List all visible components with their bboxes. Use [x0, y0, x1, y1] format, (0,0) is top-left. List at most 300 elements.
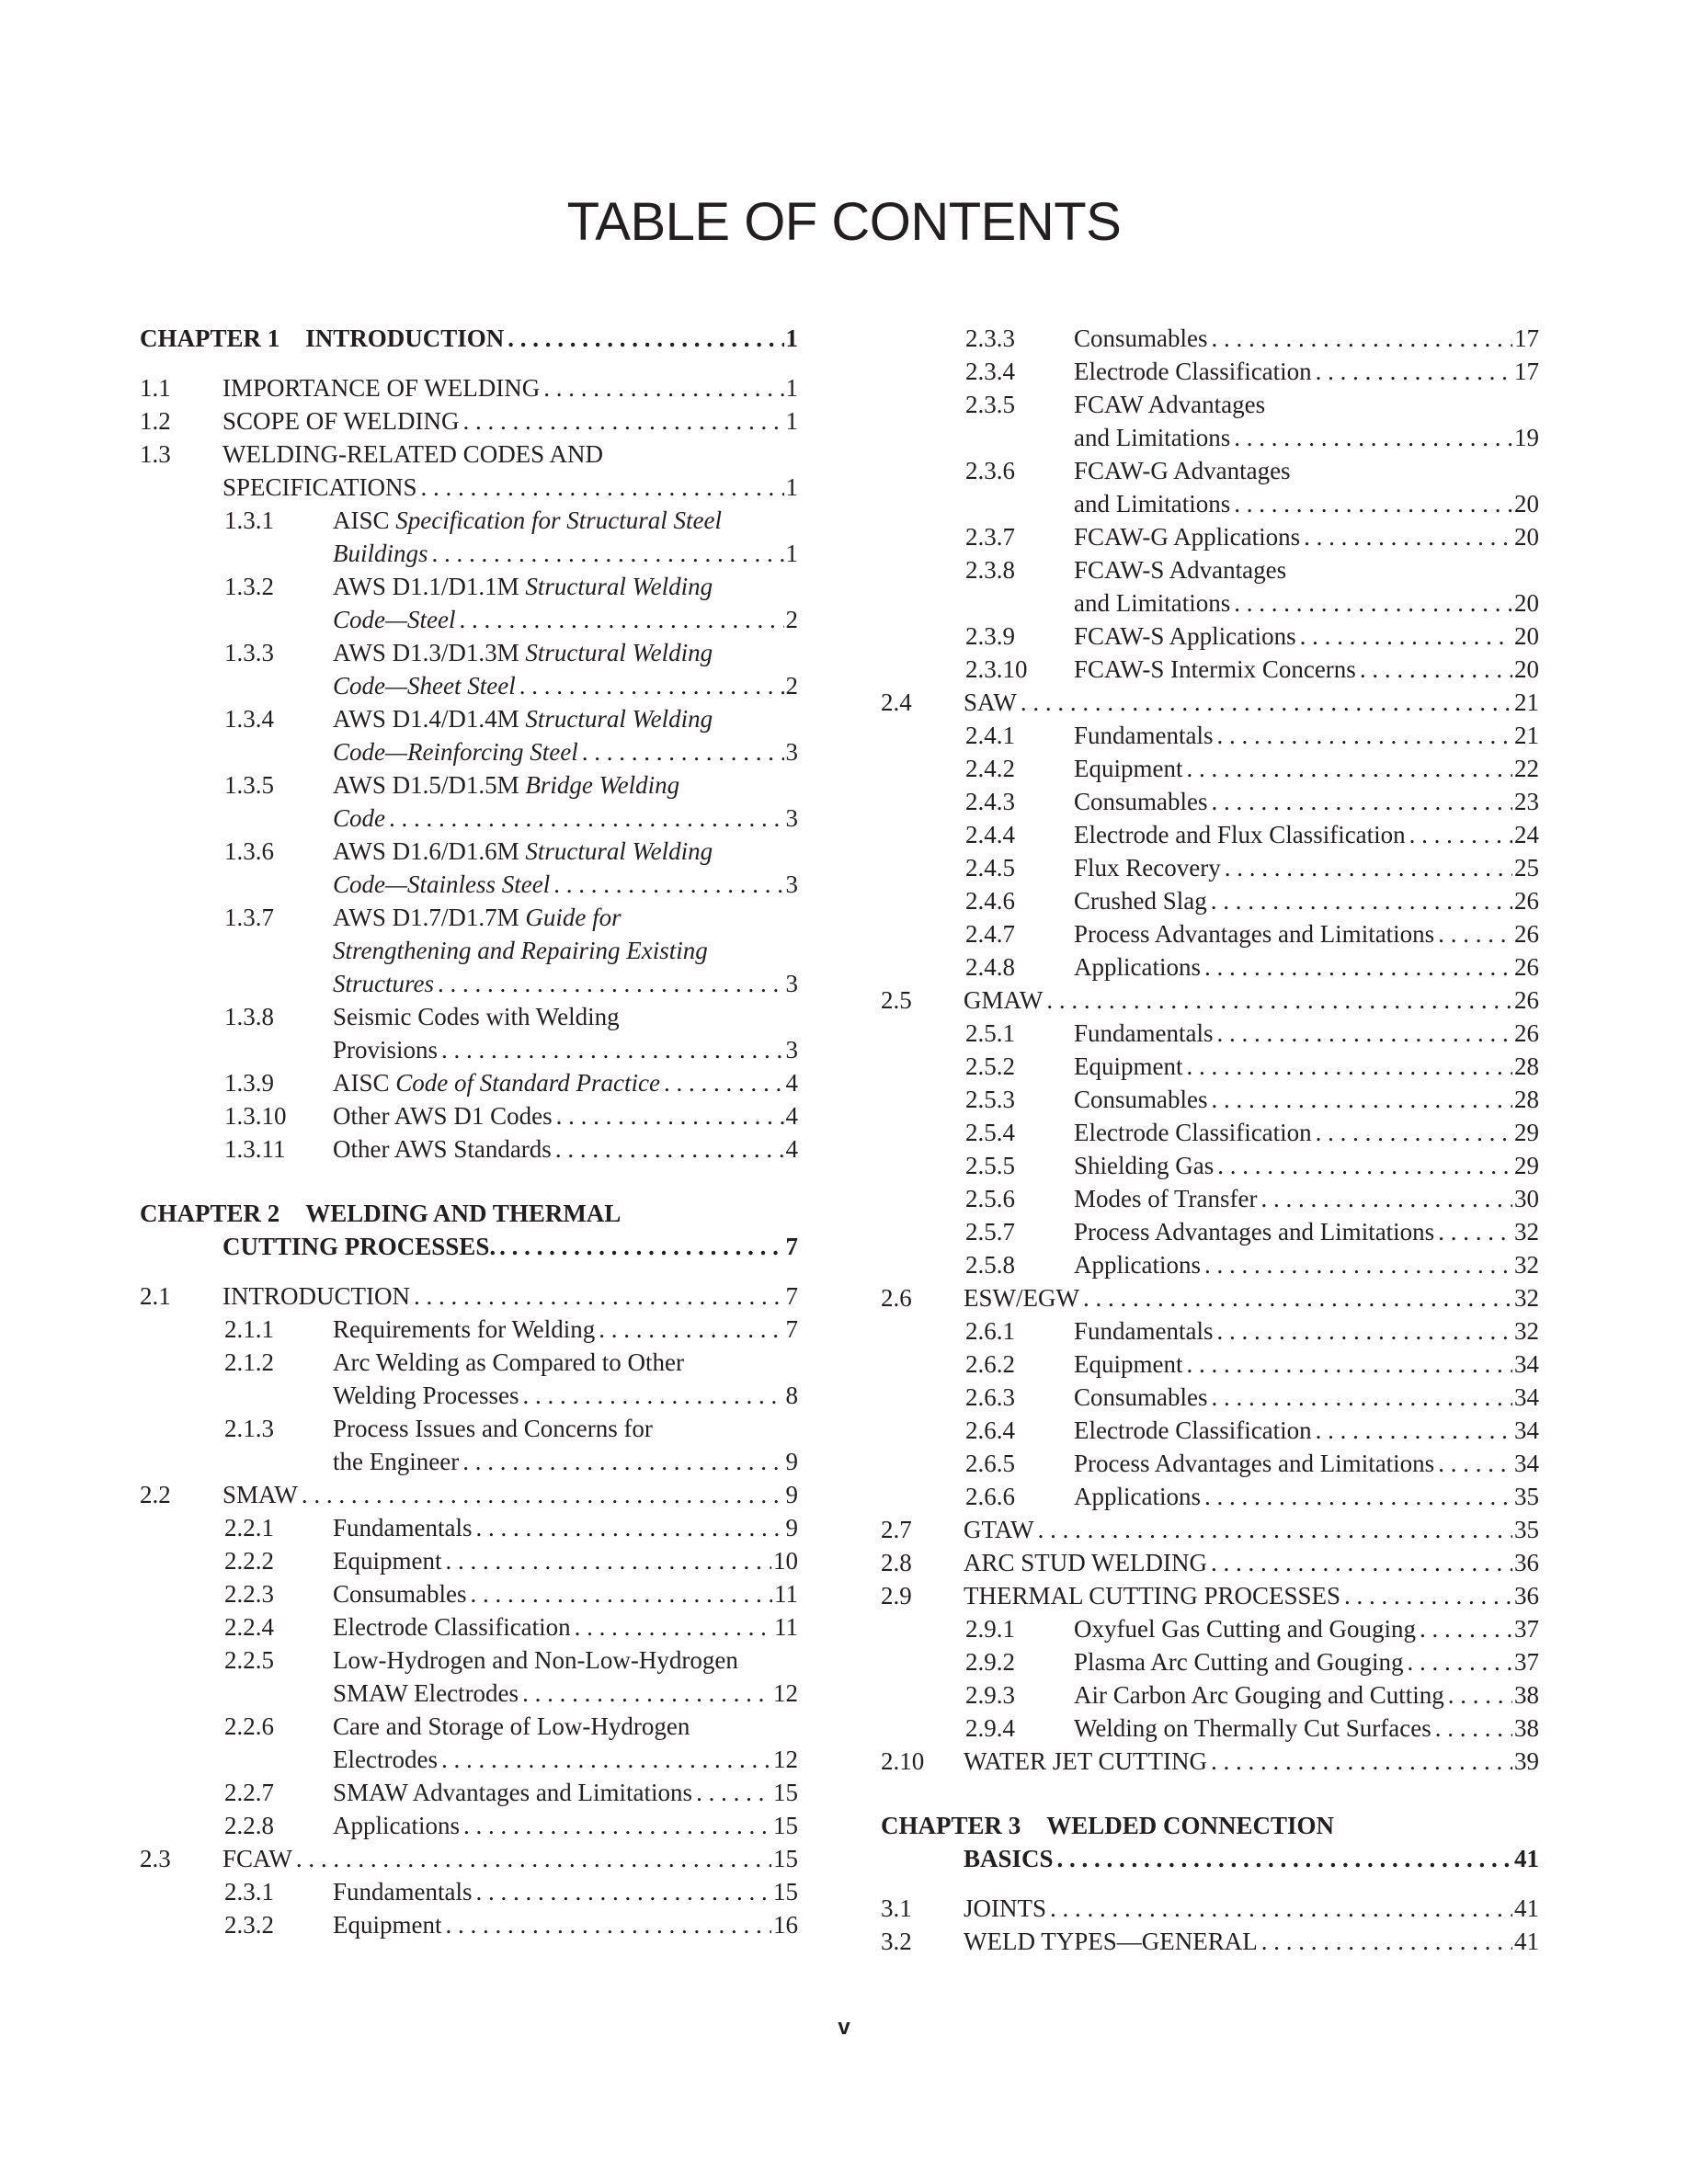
entry-content — [333, 504, 798, 537]
toc-entry[interactable] — [881, 1149, 1539, 1182]
entry-title — [964, 1579, 1340, 1612]
entry-text: FCAW-S Applications — [1074, 622, 1296, 650]
entry-text: Low-Hydrogen and Non-Low-Hydrogen — [333, 1646, 738, 1674]
page-ref: 7 — [785, 1233, 798, 1260]
entry-content — [964, 984, 1539, 1017]
toc-entry[interactable] — [881, 1892, 1539, 1925]
page-ref: 7 — [785, 1315, 798, 1343]
dot-leader — [1186, 1348, 1512, 1381]
entry-text: Equipment — [333, 1911, 442, 1939]
entry-content — [333, 1610, 798, 1644]
entry-content — [1074, 851, 1539, 884]
page-number: v — [838, 2015, 850, 2040]
page-ref: 3 — [785, 804, 798, 832]
toc-entry[interactable] — [881, 752, 1539, 785]
entry-title — [333, 1809, 460, 1842]
entry-content — [1074, 950, 1539, 984]
entry-number: 1.3.10 — [224, 1102, 287, 1130]
entry-italic-text: Structural Welding — [525, 639, 713, 666]
toc-entry[interactable] — [140, 702, 798, 735]
entry-text: Welding on Thermally Cut Surfaces — [1074, 1714, 1431, 1742]
toc-entry[interactable] — [881, 917, 1539, 950]
entry-text: AISC — [333, 1069, 396, 1097]
toc-entry[interactable] — [881, 1215, 1539, 1248]
toc-entry[interactable] — [140, 537, 798, 570]
entry-number: 2.4.4 — [965, 821, 1015, 848]
toc-entry[interactable] — [140, 1644, 798, 1677]
toc-entry[interactable] — [140, 934, 798, 967]
entry-text: Process Advantages and Limitations — [1074, 1218, 1435, 1246]
dot-leader — [1216, 719, 1512, 752]
entry-title — [1074, 884, 1207, 917]
toc-entry[interactable] — [140, 404, 798, 438]
dot-leader — [1420, 1612, 1512, 1645]
entry-content — [1074, 752, 1539, 785]
entry-number: 3.1 — [881, 1894, 912, 1922]
toc-entry[interactable] — [881, 1017, 1539, 1050]
entry-number: 2.6.3 — [965, 1383, 1015, 1411]
entry-title — [1074, 355, 1312, 388]
entry-number: 1.3 — [140, 440, 171, 468]
entry-number: 2.5.5 — [965, 1152, 1015, 1179]
toc-entry[interactable] — [881, 1645, 1539, 1678]
entry-title — [333, 1132, 552, 1166]
toc-entry[interactable] — [881, 1414, 1539, 1447]
entry-content — [1074, 719, 1539, 752]
entry-title — [333, 669, 516, 702]
chapter-heading[interactable] — [140, 1230, 798, 1263]
entry-italic-text: Bridge Welding — [525, 771, 680, 799]
dot-leader — [1234, 421, 1512, 454]
entry-content — [1074, 785, 1539, 818]
entry-italic-text: Strengthening and Repairing Existing — [333, 937, 708, 964]
toc-entry[interactable] — [881, 553, 1539, 586]
toc-entry[interactable] — [140, 768, 798, 802]
toc-entry[interactable] — [881, 818, 1539, 851]
page-ref: 1 — [785, 540, 798, 567]
page-ref: 15 — [773, 1812, 798, 1839]
entry-text: FCAW — [222, 1845, 292, 1872]
entry-text: Electrode Classification — [1074, 1119, 1312, 1146]
toc-entry[interactable] — [140, 1132, 798, 1166]
entry-title — [333, 768, 679, 802]
toc-entry[interactable] — [881, 1314, 1539, 1348]
dot-leader — [1316, 355, 1512, 388]
entry-title — [333, 901, 622, 934]
toc-entry[interactable] — [881, 388, 1539, 421]
page-ref: 35 — [1514, 1516, 1539, 1543]
entry-text: ARC STUD WELDING — [964, 1549, 1207, 1576]
entry-title — [964, 1513, 1034, 1546]
entry-content — [140, 322, 798, 355]
entry-number: 2.2.4 — [224, 1613, 274, 1641]
toc-entry[interactable] — [881, 1546, 1539, 1579]
page-ref: 17 — [1514, 358, 1539, 385]
dot-leader — [1217, 1149, 1512, 1182]
entry-content — [1074, 1050, 1539, 1083]
entry-title — [305, 1197, 621, 1230]
page-ref: 38 — [1514, 1714, 1539, 1742]
toc-entry[interactable] — [881, 1745, 1539, 1778]
entry-content — [1074, 1017, 1539, 1050]
toc-entry[interactable] — [881, 686, 1539, 719]
chapter-heading[interactable] — [140, 1197, 798, 1230]
toc-entry[interactable] — [140, 901, 798, 934]
page-ref: 28 — [1514, 1052, 1539, 1080]
entry-number: 1.3.6 — [224, 837, 274, 865]
dot-leader — [1438, 1215, 1512, 1248]
entry-content — [1074, 421, 1539, 454]
entry-text: Applications — [1074, 1483, 1201, 1510]
toc-entry[interactable] — [140, 471, 798, 504]
toc-entry[interactable] — [881, 520, 1539, 553]
entry-content — [140, 1197, 798, 1230]
entry-title — [333, 1033, 438, 1066]
page-ref: 34 — [1514, 1450, 1539, 1477]
dot-leader — [1360, 653, 1512, 686]
entry-title — [964, 1925, 1258, 1958]
entry-text: Shielding Gas — [1074, 1152, 1215, 1179]
toc-entry[interactable] — [881, 1083, 1539, 1116]
toc-entry[interactable] — [140, 1379, 798, 1412]
toc-entry[interactable] — [881, 1348, 1539, 1381]
page-ref: 10 — [773, 1547, 798, 1575]
entry-content — [333, 702, 798, 735]
toc-entry[interactable] — [140, 1412, 798, 1445]
toc-entry[interactable] — [140, 1809, 798, 1842]
entry-title — [333, 1346, 684, 1379]
entry-text: Consumables — [333, 1580, 467, 1608]
toc-entry[interactable] — [140, 1000, 798, 1033]
toc-entry[interactable] — [881, 1712, 1539, 1745]
toc-entry[interactable] — [140, 735, 798, 768]
entry-italic-text: Code — [333, 804, 385, 832]
page-ref: 35 — [1514, 1483, 1539, 1510]
entry-text: Applications — [1074, 1251, 1201, 1279]
toc-entry[interactable] — [881, 719, 1539, 752]
entry-number: 1.3.8 — [224, 1003, 274, 1030]
dot-leader — [462, 1445, 783, 1478]
toc-entry[interactable] — [881, 884, 1539, 917]
entry-title — [222, 1280, 410, 1313]
dot-leader — [1435, 1712, 1512, 1745]
entry-number: 2.9.2 — [965, 1648, 1015, 1676]
toc-entry[interactable] — [140, 1313, 798, 1346]
entry-title — [305, 322, 504, 355]
toc-entry[interactable] — [140, 1776, 798, 1809]
toc-entry[interactable] — [881, 1925, 1539, 1958]
entry-content — [333, 1544, 798, 1577]
entry-number: 2.1.2 — [224, 1348, 274, 1376]
toc-entry[interactable] — [140, 967, 798, 1000]
page-ref: 1 — [785, 374, 798, 402]
entry-title — [1074, 553, 1286, 586]
toc-entry[interactable] — [881, 1248, 1539, 1281]
chapter-label: CHAPTER 1 — [140, 324, 280, 352]
entry-title — [1074, 950, 1201, 984]
entry-content — [1074, 1612, 1539, 1645]
dot-leader — [441, 1033, 783, 1066]
entry-title — [1074, 917, 1434, 950]
entry-text: FCAW-S Intermix Concerns — [1074, 655, 1356, 683]
page-ref: 24 — [1514, 821, 1539, 848]
toc-entry[interactable] — [140, 1677, 798, 1710]
toc-entry[interactable] — [881, 355, 1539, 388]
toc-entry[interactable] — [881, 620, 1539, 653]
toc-entry[interactable] — [140, 669, 798, 702]
toc-entry[interactable] — [140, 1743, 798, 1776]
dot-leader — [1344, 1579, 1512, 1612]
entry-text: THERMAL CUTTING PROCESSES — [964, 1582, 1341, 1610]
entry-content — [333, 1346, 798, 1379]
entry-text: and Limitations — [1074, 589, 1231, 617]
dot-leader — [1225, 851, 1512, 884]
page-ref: 3 — [785, 1036, 798, 1064]
page-ref: 34 — [1514, 1383, 1539, 1411]
page-ref: 4 — [785, 1069, 798, 1097]
entry-content — [1074, 1149, 1539, 1182]
toc-entry[interactable] — [140, 1066, 798, 1099]
dot-leader — [302, 1478, 784, 1511]
dot-leader — [508, 322, 783, 355]
spacer — [140, 355, 798, 371]
dot-leader — [1038, 1513, 1512, 1546]
entry-text: Applications — [1074, 953, 1201, 981]
entry-content — [1074, 1314, 1539, 1348]
toc-entry[interactable] — [881, 1381, 1539, 1414]
page-ref: 15 — [773, 1845, 798, 1872]
page-ref: 32 — [1514, 1218, 1539, 1246]
toc-entry[interactable] — [881, 1281, 1539, 1314]
page-ref: 39 — [1514, 1747, 1539, 1775]
page-ref: 20 — [1514, 622, 1539, 650]
toc-entry[interactable] — [881, 1182, 1539, 1215]
entry-text: Requirements for Welding — [333, 1315, 596, 1343]
dot-leader — [1057, 1842, 1512, 1875]
entry-number: 1.3.7 — [224, 904, 274, 931]
page-ref: 9 — [785, 1448, 798, 1475]
dot-leader — [1186, 1050, 1512, 1083]
page-ref: 9 — [785, 1481, 798, 1508]
dot-leader — [1212, 322, 1513, 355]
toc-entry[interactable] — [140, 504, 798, 537]
entry-number: 3.2 — [881, 1928, 912, 1955]
toc-entry[interactable] — [881, 785, 1539, 818]
entry-text: AWS D1.1/D1.1M — [333, 573, 526, 600]
entry-number: 2.3.4 — [965, 358, 1015, 385]
toc-entry[interactable] — [140, 603, 798, 636]
dot-leader — [1211, 1546, 1512, 1579]
entry-content — [333, 1379, 798, 1412]
entry-number: 1.3.3 — [224, 639, 274, 666]
entry-number: 2.2.6 — [224, 1712, 274, 1740]
entry-number: 2.1 — [140, 1282, 171, 1310]
toc-entry[interactable] — [140, 802, 798, 835]
page-ref: 22 — [1514, 755, 1539, 782]
dot-leader — [696, 1776, 771, 1809]
toc-entry[interactable] — [881, 454, 1539, 487]
toc-entry[interactable] — [140, 1842, 798, 1875]
toc-entry[interactable] — [140, 1445, 798, 1478]
page-ref: 16 — [773, 1911, 798, 1939]
dot-leader — [1212, 1381, 1513, 1414]
toc-entry[interactable] — [881, 1513, 1539, 1546]
dot-leader — [389, 802, 784, 835]
dot-leader — [599, 1313, 783, 1346]
entry-text: SAW — [964, 688, 1017, 716]
dot-leader — [1316, 1414, 1512, 1447]
entry-text: the Engineer — [333, 1448, 460, 1475]
entry-content — [1074, 454, 1539, 487]
toc-entry[interactable] — [140, 1280, 798, 1313]
toc-entry[interactable] — [140, 371, 798, 404]
entry-title — [333, 1710, 690, 1743]
dot-leader — [664, 1066, 784, 1099]
entry-text: WELDING-RELATED CODES AND — [222, 440, 603, 468]
dot-leader — [1407, 1645, 1512, 1678]
entry-text: Fundamentals — [1074, 1317, 1214, 1345]
toc-entry[interactable] — [881, 950, 1539, 984]
entry-italic-text: Structural Welding — [525, 837, 713, 865]
page-ref: 26 — [1514, 920, 1539, 948]
entry-content — [1074, 884, 1539, 917]
page-title: TABLE OF CONTENTS — [566, 192, 1122, 252]
entry-title — [222, 1230, 496, 1263]
toc-entry[interactable] — [881, 1447, 1539, 1480]
entry-content — [1074, 553, 1539, 586]
dot-leader — [1050, 1892, 1512, 1925]
toc-entry[interactable] — [140, 438, 798, 471]
entry-number: 2.8 — [881, 1549, 912, 1576]
toc-entry[interactable] — [881, 1050, 1539, 1083]
toc-entry[interactable] — [881, 586, 1539, 620]
entry-number: 2.6 — [881, 1284, 912, 1312]
page-ref: 19 — [1514, 424, 1539, 451]
dot-leader — [296, 1842, 771, 1875]
toc-entry[interactable] — [881, 851, 1539, 884]
entry-title — [333, 868, 550, 901]
entry-text: AISC — [333, 506, 396, 534]
toc-entry[interactable] — [881, 1116, 1539, 1149]
entry-content — [1074, 1480, 1539, 1513]
entry-title — [333, 1908, 441, 1941]
entry-content — [333, 1511, 798, 1544]
entry-text: AWS D1.4/D1.4M — [333, 705, 526, 733]
entry-number: 1.3.5 — [224, 771, 274, 799]
entry-title — [1074, 1414, 1312, 1447]
toc-entry[interactable] — [881, 653, 1539, 686]
entry-number: 1.2 — [140, 407, 171, 435]
toc-entry[interactable] — [140, 1577, 798, 1610]
entry-title — [333, 1379, 519, 1412]
toc-entry[interactable] — [881, 1480, 1539, 1513]
toc-entry[interactable] — [140, 1099, 798, 1132]
dot-leader — [1234, 487, 1512, 520]
toc-entry[interactable] — [140, 1346, 798, 1379]
entry-italic-text: Structures — [333, 970, 434, 997]
toc-entry[interactable] — [140, 1511, 798, 1544]
toc-entry[interactable] — [881, 421, 1539, 454]
entry-content — [333, 636, 798, 669]
dot-leader — [438, 967, 784, 1000]
toc-entry[interactable] — [881, 487, 1539, 520]
dot-leader — [463, 404, 784, 438]
entry-title — [333, 570, 713, 603]
toc-entry[interactable] — [140, 1610, 798, 1644]
entry-italic-text: Code—Sheet Steel — [333, 672, 516, 700]
entry-content — [1074, 620, 1539, 653]
toc-entry[interactable] — [140, 1478, 798, 1511]
entry-content — [333, 1875, 798, 1908]
toc-entry[interactable] — [140, 835, 798, 868]
entry-title — [333, 934, 708, 967]
toc-entry[interactable] — [881, 1678, 1539, 1712]
entry-title — [1074, 322, 1208, 355]
page-ref: 32 — [1514, 1251, 1539, 1279]
toc-entry[interactable] — [140, 1544, 798, 1577]
dot-leader — [1212, 785, 1513, 818]
page-ref: 20 — [1514, 655, 1539, 683]
entry-title — [333, 1644, 738, 1677]
toc-entry[interactable] — [140, 1908, 798, 1941]
entry-text: GTAW — [964, 1516, 1034, 1543]
chapter-heading[interactable] — [881, 1809, 1539, 1842]
entry-content — [1074, 653, 1539, 686]
entry-content — [222, 404, 798, 438]
entry-content — [222, 1230, 798, 1263]
toc-entry[interactable] — [140, 570, 798, 603]
entry-content — [333, 1776, 798, 1809]
toc-entry[interactable] — [881, 1612, 1539, 1645]
toc-entry[interactable] — [881, 322, 1539, 355]
dot-leader — [475, 1875, 771, 1908]
toc-entry[interactable] — [140, 868, 798, 901]
dot-leader — [1212, 1083, 1513, 1116]
entry-text: GMAW — [964, 986, 1044, 1014]
entry-title — [333, 1445, 459, 1478]
entry-title — [333, 1511, 472, 1544]
entry-content — [1074, 322, 1539, 355]
toc-entry[interactable] — [140, 1875, 798, 1908]
toc-entry[interactable] — [140, 1033, 798, 1066]
entry-text: Crushed Slag — [1074, 887, 1207, 915]
chapter-heading[interactable] — [140, 322, 798, 355]
entry-text: FCAW-G Advantages — [1074, 457, 1291, 484]
entry-number: 2.1.3 — [224, 1415, 274, 1442]
toc-entry[interactable] — [881, 984, 1539, 1017]
entry-title — [1074, 1712, 1431, 1745]
toc-entry[interactable] — [881, 1579, 1539, 1612]
toc-entry[interactable] — [140, 636, 798, 669]
entry-title — [1074, 1314, 1213, 1348]
entry-content — [1074, 1083, 1539, 1116]
entry-title — [1074, 1248, 1201, 1281]
spacer — [140, 1166, 798, 1197]
entry-title — [964, 1892, 1046, 1925]
entry-content — [1074, 1447, 1539, 1480]
toc-entry[interactable] — [140, 1710, 798, 1743]
chapter-heading[interactable] — [881, 1842, 1539, 1875]
toc-column-left — [140, 322, 798, 1941]
entry-text: SPECIFICATIONS — [222, 473, 417, 501]
page-ref: 38 — [1514, 1681, 1539, 1709]
entry-content — [964, 1281, 1539, 1314]
entry-content — [964, 1546, 1539, 1579]
page-ref: 4 — [785, 1135, 798, 1163]
entry-title — [333, 1066, 660, 1099]
entry-content — [1074, 520, 1539, 553]
entry-title — [333, 537, 428, 570]
